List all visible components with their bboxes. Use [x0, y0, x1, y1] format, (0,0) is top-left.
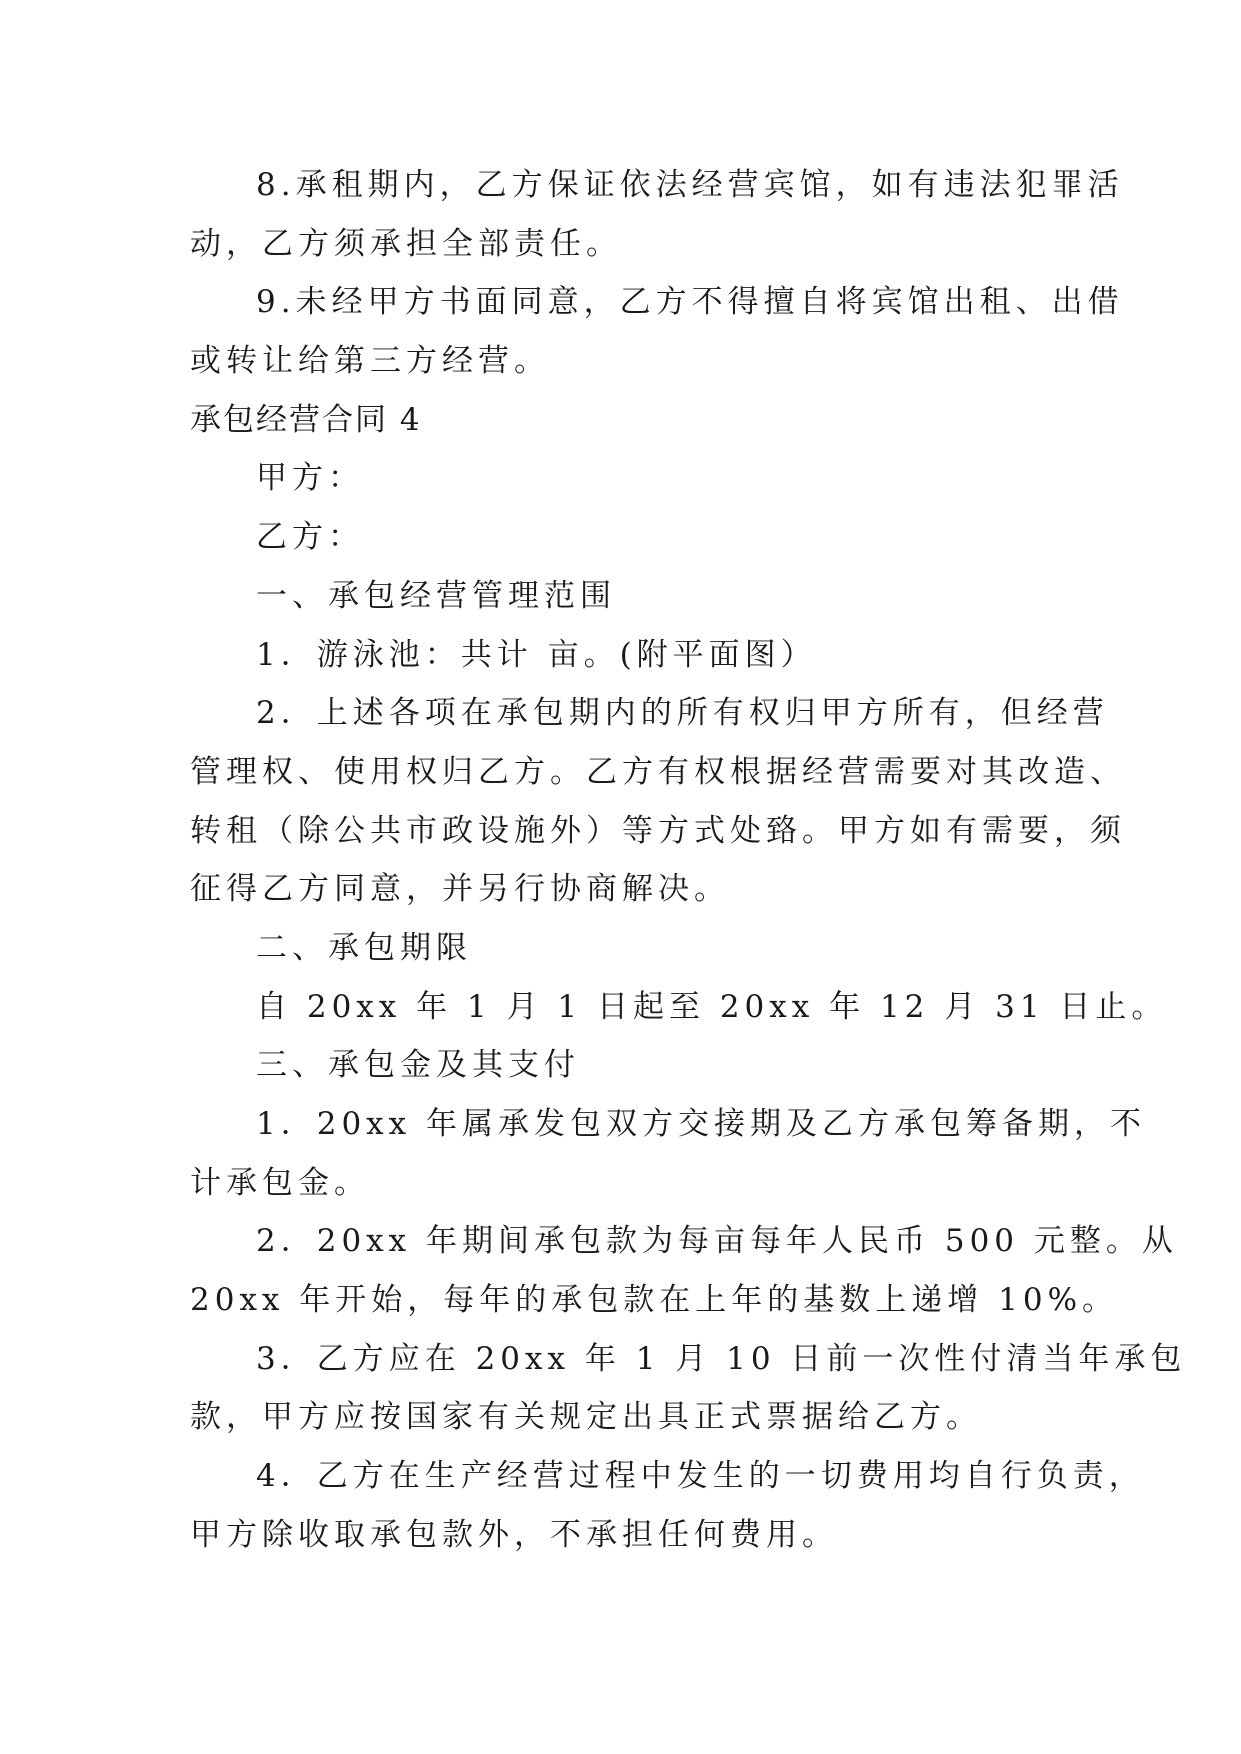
- party-a-label: 甲方：: [256, 460, 364, 497]
- scope-item-2-line-3: 转租（除公共市政设施外）等方式处臵。甲方如有需要，须: [190, 812, 1126, 849]
- term-period: 自 20xx 年 1 月 1 日起至 20xx 年 12 月 31 日止。: [256, 988, 1168, 1025]
- payment-item-4-line-2: 甲方除收取承包款外，不承担任何费用。: [190, 1516, 838, 1553]
- section-3-heading: 三、承包金及其支付: [256, 1047, 580, 1084]
- payment-item-3-line-1: 3．乙方应在 20xx 年 1 月 10 日前一次性付清当年承包: [256, 1340, 1187, 1377]
- scope-item-2-line-2: 管理权、使用权归乙方。乙方有权根据经营需要对其改造、: [190, 753, 1126, 790]
- payment-item-1-line-1: 1．20xx 年属承发包双方交接期及乙方承包筹备期，不: [256, 1106, 1146, 1142]
- payment-item-2-line-1: 2．20xx 年期间承包款为每亩每年人民币 500 元整。从: [256, 1223, 1178, 1260]
- party-b-label: 乙方：: [256, 519, 364, 556]
- scope-item-2-line-4: 征得乙方同意，并另行协商解决。: [190, 871, 730, 908]
- scope-item-1: 1．游泳池：共计 亩。(附平面图）: [256, 636, 817, 673]
- clause-9-line-1: 9.未经甲方书面同意，乙方不得擅自将宾馆出租、出借: [256, 284, 1124, 321]
- payment-item-2-line-2: 20xx 年开始，每年的承包款在上年的基数上递增 10%。: [190, 1282, 1119, 1319]
- scope-item-2-line-1: 2．上述各项在承包期内的所有权归甲方所有，但经营: [256, 695, 1109, 732]
- clause-8-line-1: 8.承租期内，乙方保证依法经营宾馆，如有违法犯罪活: [256, 167, 1124, 203]
- clause-8-line-2: 动，乙方须承担全部责任。: [190, 225, 622, 262]
- payment-item-4-line-1: 4．乙方在生产经营过程中发生的一切费用均自行负责，: [256, 1458, 1145, 1495]
- document-body: [190, 156, 1187, 1565]
- contract-title: 承包经营合同 4: [190, 401, 422, 438]
- clause-9-line-2: 或转让给第三方经营。: [190, 343, 550, 380]
- payment-item-3-line-2: 款，甲方应按国家有关规定出具正式票据给乙方。: [190, 1399, 982, 1436]
- section-2-heading: 二、承包期限: [256, 929, 472, 966]
- payment-item-1-line-2: 计承包金。: [190, 1164, 370, 1201]
- section-1-heading: 一、承包经营管理范围: [256, 577, 616, 614]
